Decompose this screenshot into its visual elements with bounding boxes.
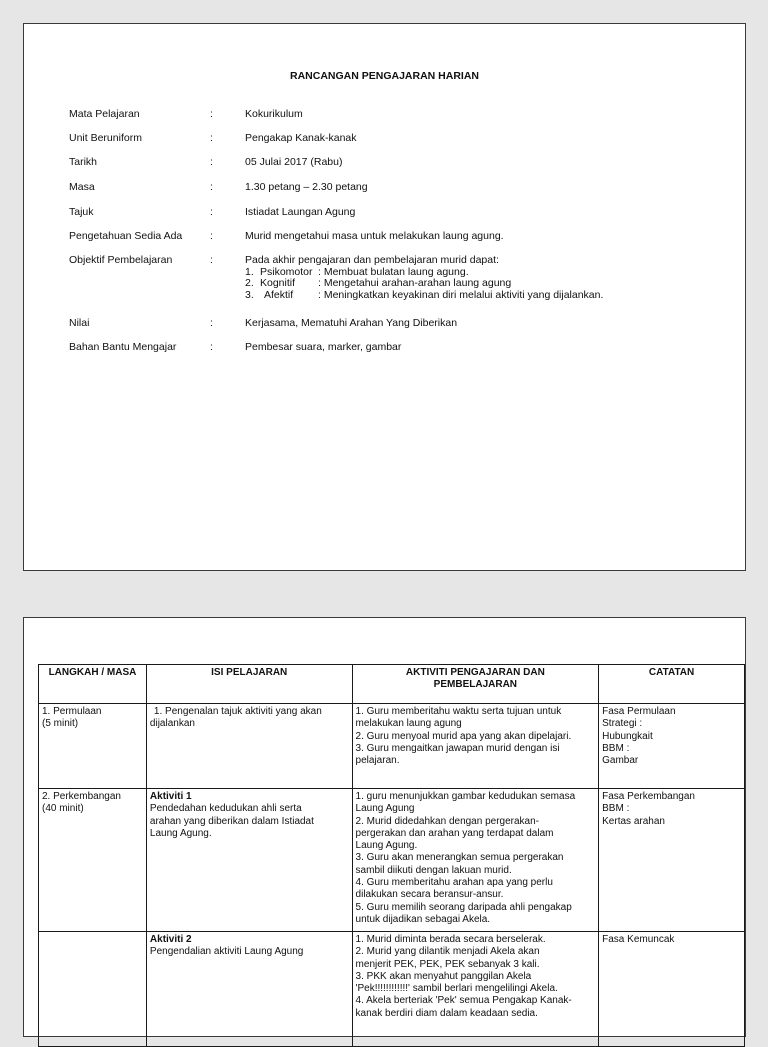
objective-item	[245, 277, 725, 289]
header-aktiviti-line1: AKTIVITI PENGAJARAN DAN	[405, 667, 545, 678]
cell-line: 1. Permulaan	[42, 706, 102, 717]
field-colon: :	[210, 181, 213, 193]
cell-catatan	[599, 704, 745, 789]
table-row	[39, 704, 745, 789]
cell-langkah	[39, 932, 147, 1047]
cell-line: arahan yang diberikan dalam Istiadat	[149, 815, 314, 827]
cell-line: menjerit PEK, PEK, PEK sebanyak 3 kali.	[355, 958, 540, 970]
cell-langkah	[39, 789, 147, 932]
cell-line: BBM :	[602, 803, 630, 815]
cell-line: pelajaran.	[355, 755, 400, 767]
cell-catatan	[599, 932, 745, 1047]
field-label: Tajuk	[69, 206, 94, 218]
table-header-row	[39, 665, 745, 704]
cell-line: 2. Murid yang dilantik menjadi Akela akan	[355, 946, 540, 958]
cell-isi	[146, 704, 352, 789]
cell-line: Pendedahan kedudukan ahli serta	[149, 803, 302, 815]
cell-aktiviti	[352, 704, 599, 789]
objective-number: 3.	[245, 288, 254, 301]
objective-domain: Kognitif	[260, 277, 296, 289]
cell-line: Pengendalian aktiviti Laung Agung	[149, 946, 304, 958]
cell-line: 1. Murid diminta berada secara berselerak.	[355, 934, 546, 945]
field-colon: :	[210, 132, 213, 144]
field-colon: :	[210, 317, 213, 329]
cell-line: Fasa Permulaan	[602, 706, 676, 717]
objective-block	[245, 254, 725, 300]
table-row	[39, 932, 745, 1047]
field-label: Objektif Pembelajaran	[69, 254, 173, 266]
activity-title: Aktiviti 1	[149, 791, 192, 802]
cell-line: Strategi :	[602, 718, 643, 730]
page-1	[23, 23, 746, 571]
cell-line: BBM :	[602, 742, 630, 754]
cell-aktiviti	[352, 789, 599, 932]
field-colon: :	[210, 108, 213, 120]
cell-line: 2. Perkembangan	[42, 791, 121, 802]
lesson-table	[38, 664, 745, 1047]
cell-line: dilakukan secara beransur-ansur.	[355, 889, 504, 901]
cell-line: 4. Guru memberitahu arahan apa yang perlu	[355, 877, 553, 889]
cell-catatan	[599, 789, 745, 932]
objective-item	[245, 266, 725, 278]
cell-line: Kertas arahan	[602, 815, 665, 827]
field-label: Masa	[69, 181, 95, 193]
cell-langkah	[39, 704, 147, 789]
objective-number: 1.	[245, 265, 254, 278]
cell-line: Gambar	[602, 755, 639, 767]
cell-line: sambil diikuti dengan lakuan murid.	[355, 864, 512, 876]
cell-line: (40 minit)	[42, 803, 84, 815]
cell-line: 2. Guru menyoal murid apa yang akan dipelajari.	[355, 730, 572, 742]
cell-line: 1. guru menunjukkan gambar kedudukan semasa	[355, 791, 576, 802]
cell-line: 4. Akela berteriak 'Pek' semua Pengakap Kanak-	[355, 995, 572, 1007]
field-value: Kokurikulum	[245, 108, 303, 120]
field-label: Pengetahuan Sedia Ada	[69, 230, 183, 242]
cell-line: 1. Pengenalan tajuk aktiviti yang akan	[153, 706, 322, 717]
field-label: Nilai	[69, 317, 90, 329]
field-label: Mata Pelajaran	[69, 108, 140, 120]
header-aktiviti-line2: PEMBELAJARAN	[433, 679, 518, 691]
cell-isi	[146, 789, 352, 932]
field-value: Pengakap Kanak-kanak	[245, 132, 357, 144]
cell-line: kanak berdiri diam dalam keadaan sedia.	[355, 1007, 538, 1019]
header-langkah: LANGKAH / MASA	[39, 665, 147, 704]
field-colon: :	[210, 254, 213, 266]
objective-domain: Psikomotor	[260, 265, 313, 278]
cell-line: Fasa Perkembangan	[602, 791, 695, 802]
objective-description: : Mengetahui arahan-arahan laung agung	[318, 277, 512, 289]
cell-line: 1. Guru memberitahu waktu serta tujuan untuk	[355, 706, 562, 717]
header-isi: ISI PELAJARAN	[146, 665, 352, 704]
cell-line: pergerakan dan arahan yang terdapat dalam	[355, 827, 554, 839]
field-label: Bahan Bantu Mengajar	[69, 341, 177, 353]
cell-line: melakukan laung agung	[355, 718, 462, 730]
header-catatan: CATATAN	[599, 665, 745, 704]
cell-line: untuk dijadikan sebagai Akela.	[355, 913, 491, 925]
cell-line: 'Pek!!!!!!!!!!!!' sambil berlari mengelilingi Akela.	[355, 983, 558, 995]
field-colon: :	[210, 206, 213, 218]
cell-line: 2. Murid didedahkan dengan pergerakan-	[355, 815, 540, 827]
cell-line: dijalankan	[149, 718, 195, 730]
field-value: Pembesar suara, marker, gambar	[245, 341, 402, 353]
document-title: RANCANGAN PENGAJARAN HARIAN	[289, 70, 479, 82]
cell-line: 3. Guru akan menerangkan semua pergerakan	[355, 852, 564, 864]
cell-line: 5. Guru memilih seorang daripada ahli pengakap	[355, 901, 572, 913]
field-value: 1.30 petang – 2.30 petang	[245, 181, 368, 193]
cell-line: (5 minit)	[42, 718, 79, 730]
objective-intro: Pada akhir pengajaran dan pembelajaran murid dapat:	[245, 254, 499, 266]
activity-title: Aktiviti 2	[149, 934, 192, 945]
header-aktiviti	[352, 665, 599, 704]
table-row	[39, 789, 745, 932]
objective-number: 2.	[245, 277, 254, 289]
cell-aktiviti	[352, 932, 599, 1047]
objective-description: : Membuat bulatan laung agung.	[318, 265, 469, 278]
cell-line: 3. PKK akan menyahut panggilan Akela	[355, 970, 532, 982]
field-value: 05 Julai 2017 (Rabu)	[245, 156, 343, 168]
field-colon: :	[210, 341, 213, 353]
field-value: Kerjasama, Mematuhi Arahan Yang Diberikan	[245, 317, 458, 329]
objective-description: : Meningkatkan keyakinan diri melalui aktiviti yang dijalankan.	[318, 288, 604, 301]
field-value: Istiadat Laungan Agung	[245, 206, 356, 218]
cell-line: 3. Guru mengaitkan jawapan murid dengan isi	[355, 742, 560, 754]
page-2	[23, 617, 746, 1037]
objective-domain: Afektif	[264, 288, 294, 301]
cell-isi	[146, 932, 352, 1047]
field-label: Unit Beruniform	[69, 132, 142, 144]
field-label: Tarikh	[69, 156, 98, 168]
cell-line: Laung Agung	[355, 803, 415, 815]
cell-line: Fasa Kemuncak	[602, 934, 675, 945]
field-colon: :	[210, 156, 213, 168]
objective-item	[245, 289, 725, 301]
cell-line: Laung Agung.	[355, 840, 418, 852]
field-colon: :	[210, 230, 213, 242]
cell-line: Hubungkait	[602, 730, 653, 742]
field-value: Murid mengetahui masa untuk melakukan laung agung.	[245, 230, 504, 242]
cell-line: Laung Agung.	[149, 827, 212, 839]
